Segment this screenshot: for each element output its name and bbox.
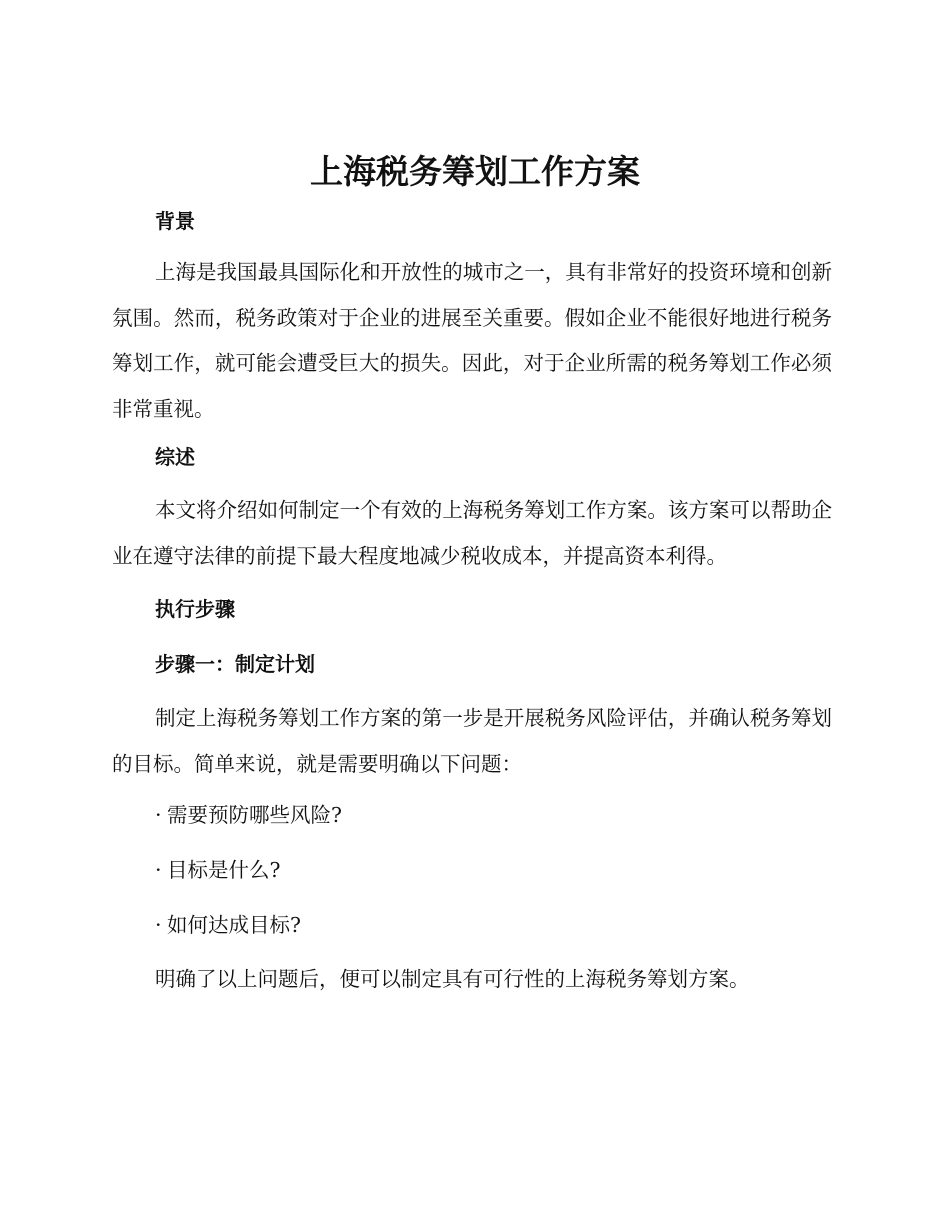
bullet-dot-icon: ·	[155, 858, 162, 882]
paragraph-conclusion: 明确了以上问题后，便可以制定具有可行性的上海税务筹划方案。	[155, 967, 750, 991]
heading-summary: 综述	[155, 445, 195, 469]
bullet-item	[155, 911, 301, 939]
document-title: 上海税务筹划工作方案	[310, 152, 640, 191]
bullet-item	[155, 856, 281, 884]
paragraph-background: 上海是我国最具国际化和开放性的城市之一，具有非常好的投资环境和创新氛围。然而，税务政策对于企业的进展至关重要。假如企业不能很好地进行税务筹划工作，就可能会遭受巨大的损失。因此，对于企业所需的税务筹划工作必须非常重视。	[112, 260, 832, 421]
paragraph-summary: 本文将介绍如何制定一个有效的上海税务筹划工作方案。该方案可以帮助企业在遵守法律的前提下最大程度地减少税收成本，并提高资本利得。	[112, 498, 832, 568]
bullet-text: 需要预防哪些风险?	[167, 803, 342, 827]
bullet-dot-icon: ·	[155, 803, 162, 827]
heading-step-one: 步骤一：制定计划	[155, 652, 315, 676]
bullet-text: 如何达成目标?	[167, 913, 301, 937]
bullet-text: 目标是什么?	[167, 858, 281, 882]
heading-background: 背景	[155, 209, 195, 233]
bullet-dot-icon: ·	[155, 913, 162, 937]
paragraph-step-one: 制定上海税务筹划工作方案的第一步是开展税务风险评估，并确认税务筹划的目标。简单来说，就是需要明确以下问题：	[112, 706, 832, 776]
heading-execution-steps: 执行步骤	[155, 597, 235, 621]
bullet-item	[155, 801, 342, 829]
